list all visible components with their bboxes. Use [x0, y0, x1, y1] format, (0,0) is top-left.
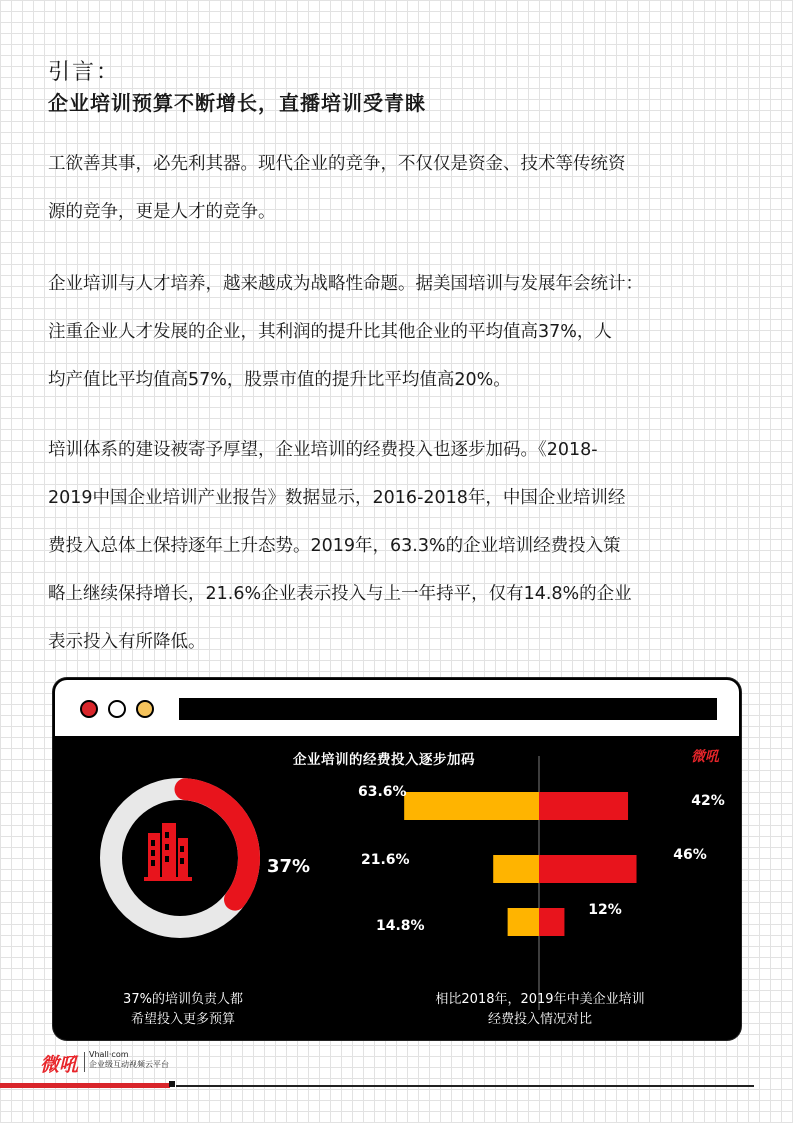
bars-caption — [405, 990, 675, 1030]
donut-value-label: 37% — [267, 856, 311, 877]
donut-caption-line: 37%的培训负责人都 — [123, 992, 243, 1007]
paragraph-line: 均产值比平均值高57%，股票市值的提升比平均值高20%。 — [48, 370, 511, 390]
paragraph-line: 工欲善其事，必先利其器。现代企业的竞争，不仅仅是资金、技术等传统资 — [48, 154, 626, 174]
paragraph-line: 培训体系的建设被寄予厚望，企业培训的经费投入也逐步加码。《2018- — [48, 440, 598, 460]
footer-red-rule — [0, 1083, 170, 1088]
paragraph-1 — [48, 140, 768, 236]
donut-caption-line: 希望投入更多预算 — [130, 1012, 235, 1027]
footer-square-mark — [169, 1081, 175, 1087]
footer-brand-logo: 微吼 — [40, 1054, 79, 1076]
footer-black-rule — [176, 1085, 754, 1087]
left-bar — [404, 792, 539, 820]
paragraph-line: 略上继续保持增长，21.6%企业表示投入与上一年持平，仅有14.8%的企业 — [48, 584, 632, 604]
chart-title: 企业培训的经费投入逐步加码 — [293, 752, 475, 768]
footer-divider — [84, 1052, 85, 1072]
bars-caption-line: 相比2018年，2019年中美企业培训 — [435, 992, 645, 1007]
right-bar-label: 46% — [673, 847, 707, 863]
heading-intro: 引言： — [48, 60, 121, 85]
right-bar-label: 12% — [588, 902, 622, 918]
left-bar — [508, 908, 539, 936]
right-bar — [539, 855, 637, 883]
paragraph-line: 2019中国企业培训产业报告》数据显示，2016-2018年，中国企业培训经 — [48, 488, 626, 508]
page-heading — [48, 58, 426, 118]
infographic-chart — [53, 678, 741, 1040]
bars-caption-line: 经费投入情况对比 — [487, 1012, 592, 1027]
right-bar-label: 42% — [691, 793, 725, 809]
heading-title: 企业培训预算不断增长，直播培训受青睐 — [48, 91, 426, 115]
footer-brand-text — [89, 1050, 169, 1070]
paragraph-line: 源的竞争，更是人才的竞争。 — [48, 202, 276, 222]
footer-tagline: 企业级互动视频云平台 — [89, 1060, 169, 1069]
paragraph-line: 表示投入有所降低。 — [48, 632, 206, 652]
footer-site: Vhall·com — [89, 1050, 129, 1059]
paragraph-3 — [48, 426, 768, 666]
left-bar — [493, 855, 539, 883]
right-bar — [539, 792, 628, 820]
brand-logo: 微吼 — [691, 749, 719, 765]
paragraph-line: 企业培训与人才培养，越来越成为战略性命题。据美国培训与发展年会统计： — [48, 274, 643, 294]
paragraph-2 — [48, 260, 768, 404]
paragraph-line: 注重企业人才发展的企业，其利润的提升比其他企业的平均值高37%，人 — [48, 322, 612, 342]
infographic-browser-frame — [53, 678, 741, 1040]
left-bar-label: 14.8% — [376, 918, 425, 934]
donut-caption — [93, 990, 273, 1030]
left-bar-label: 21.6% — [361, 852, 410, 868]
left-bar-label: 63.6% — [358, 784, 407, 800]
paragraph-line: 费投入总体上保持逐年上升态势。2019年，63.3%的企业培训经费投入策 — [48, 536, 621, 556]
right-bar — [539, 908, 564, 936]
